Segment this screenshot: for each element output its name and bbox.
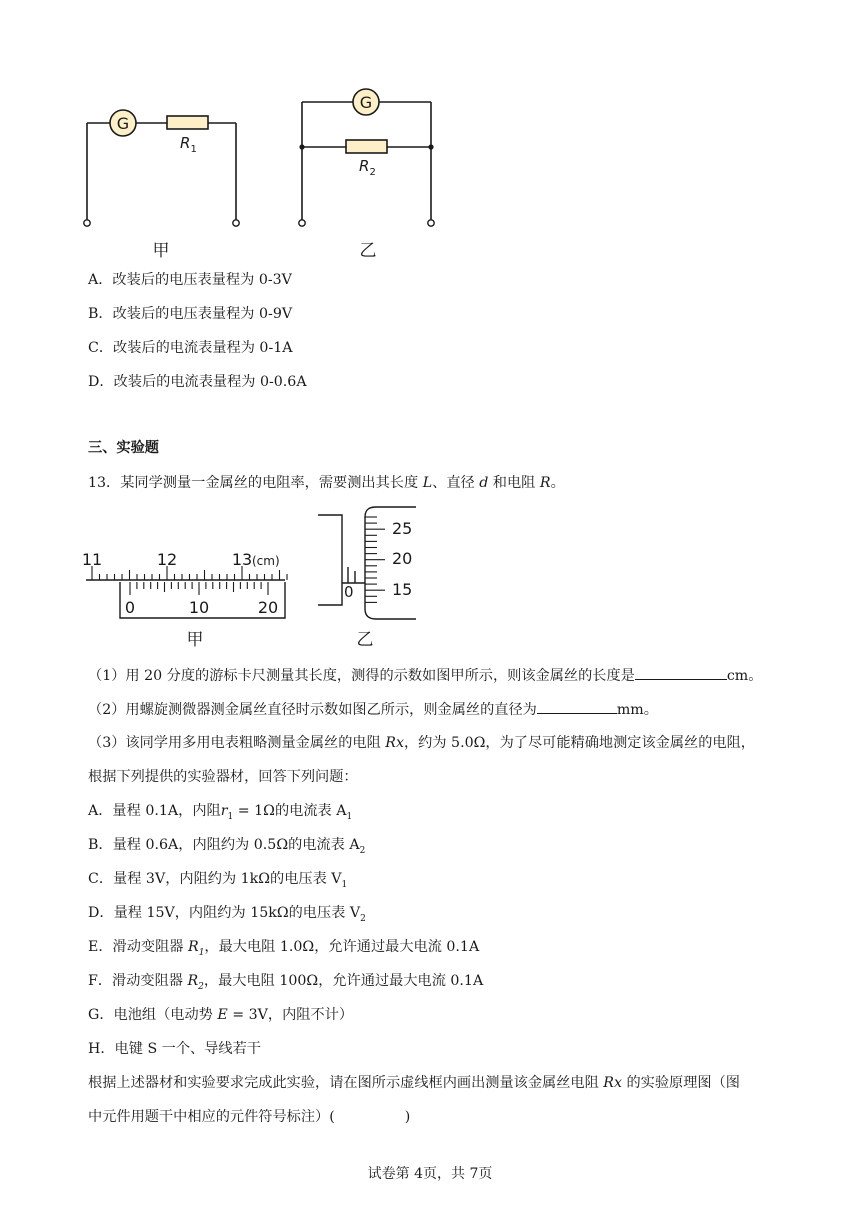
micro-20: 20 (392, 549, 413, 568)
equipment-d: D．量程 15V，内阻约为 15kΩ的电压表 $V_2$ (88, 905, 366, 924)
terminal-yi-left (299, 220, 305, 226)
vernier-10: 10 (188, 598, 210, 617)
label-yi: 乙 (359, 241, 377, 261)
sub-question-3-line2: 根据下列提供的实验器材，回答下列问题： (88, 769, 358, 785)
vernier-caliper (82, 550, 287, 650)
galvanometer-yi-label: G (359, 93, 373, 112)
label-yi-2: 乙 (356, 630, 374, 650)
option-d: D．改装后的电流表量程为 0-0.6A (88, 374, 307, 390)
circuit-jia (87, 123, 236, 220)
option-a: A．改装后的电压表量程为 0-3V (88, 272, 292, 288)
sleeve-zero: 0 (344, 583, 354, 601)
junction-right (428, 144, 433, 149)
answer-blank-1[interactable] (635, 665, 727, 680)
micro-15: 15 (392, 580, 413, 599)
sub-question-1: （1）用 20 分度的游标卡尺测量其长度，测得的示数如图甲所示，则该金属丝的长度是 cm。 (88, 665, 762, 686)
measurement-diagrams (80, 505, 430, 650)
circuit-diagrams (70, 80, 470, 265)
equipment-e: E．滑动变阻器 $R_1$，最大电阻 1.0Ω，允许通过最大电流 0.1A (88, 939, 480, 958)
resistor-r2 (346, 140, 387, 153)
galvanometer-jia-label: G (116, 114, 130, 133)
label-jia-2: 甲 (186, 630, 204, 650)
resistor-r2-label: $R_2$ (359, 157, 376, 178)
equipment-h: H．电键 S 一个、导线若干 (88, 1041, 261, 1057)
equipment-a: A．量程 0.1A，内阻$r_1 = 1\Omega$的电流表 $A_1$ (88, 803, 353, 822)
resistor-r1 (167, 116, 208, 129)
micro-25: 25 (392, 519, 413, 538)
sub-question-2: （2）用螺旋测微器测金属丝直径时示数如图乙所示，则金属丝的直径为 mm。 (88, 699, 658, 720)
main-scale-11: 11 (81, 550, 103, 569)
main-scale-13: 13 (231, 550, 253, 569)
junction-left (299, 144, 304, 149)
equipment-f: F．滑动变阻器 $R_2$，最大电阻 100Ω，允许通过最大电流 0.1A (88, 973, 484, 992)
section-heading: 三、实验题 (88, 440, 159, 456)
final-instruction-line2: 中元件用题干中相应的元件符号标注）( ) (88, 1109, 411, 1125)
question-13-stem: 13．某同学测量一金属丝的电阻率，需要测出其长度 L、直径 d 和电阻 R。 (88, 475, 565, 491)
unit-label: (cm) (252, 554, 280, 568)
vernier-0: 0 (124, 598, 136, 617)
equipment-c: C．量程 3V，内阻约为 1kΩ的电压表 $V_1$ (88, 871, 348, 890)
page-footer: 试卷第 4页，共 7页 (367, 1166, 493, 1182)
equipment-g: G．电池组（电动势 E = 3V，内阻不计） (88, 1007, 354, 1023)
vernier-20: 20 (257, 598, 279, 617)
final-instruction-line1: 根据上述器材和实验要求完成此实验，请在图所示虚线框内画出测量该金属丝电阻 Rx 的实验原理图（图 (88, 1075, 740, 1091)
main-scale-12: 12 (156, 550, 178, 569)
terminal-jia-right (233, 220, 239, 226)
label-jia: 甲 (152, 241, 170, 261)
option-c: C．改装后的电流表量程为 0-1A (88, 340, 293, 356)
resistor-r1-label: $R_1$ (180, 134, 197, 155)
sub-question-3-line1: （3）该同学用多用电表粗略测量金属丝的电阻 Rx，约为 5.0Ω，为了尽可能精确地测定该金属丝的电阻， (88, 735, 755, 751)
terminal-yi-right (428, 220, 434, 226)
terminal-jia-left (84, 220, 90, 226)
equipment-b: B．量程 0.6A，内阻约为 0.5Ω的电流表 $A_2$ (88, 837, 366, 856)
option-b: B．改装后的电压表量程为 0-9V (88, 306, 293, 322)
answer-blank-2[interactable] (537, 699, 617, 714)
